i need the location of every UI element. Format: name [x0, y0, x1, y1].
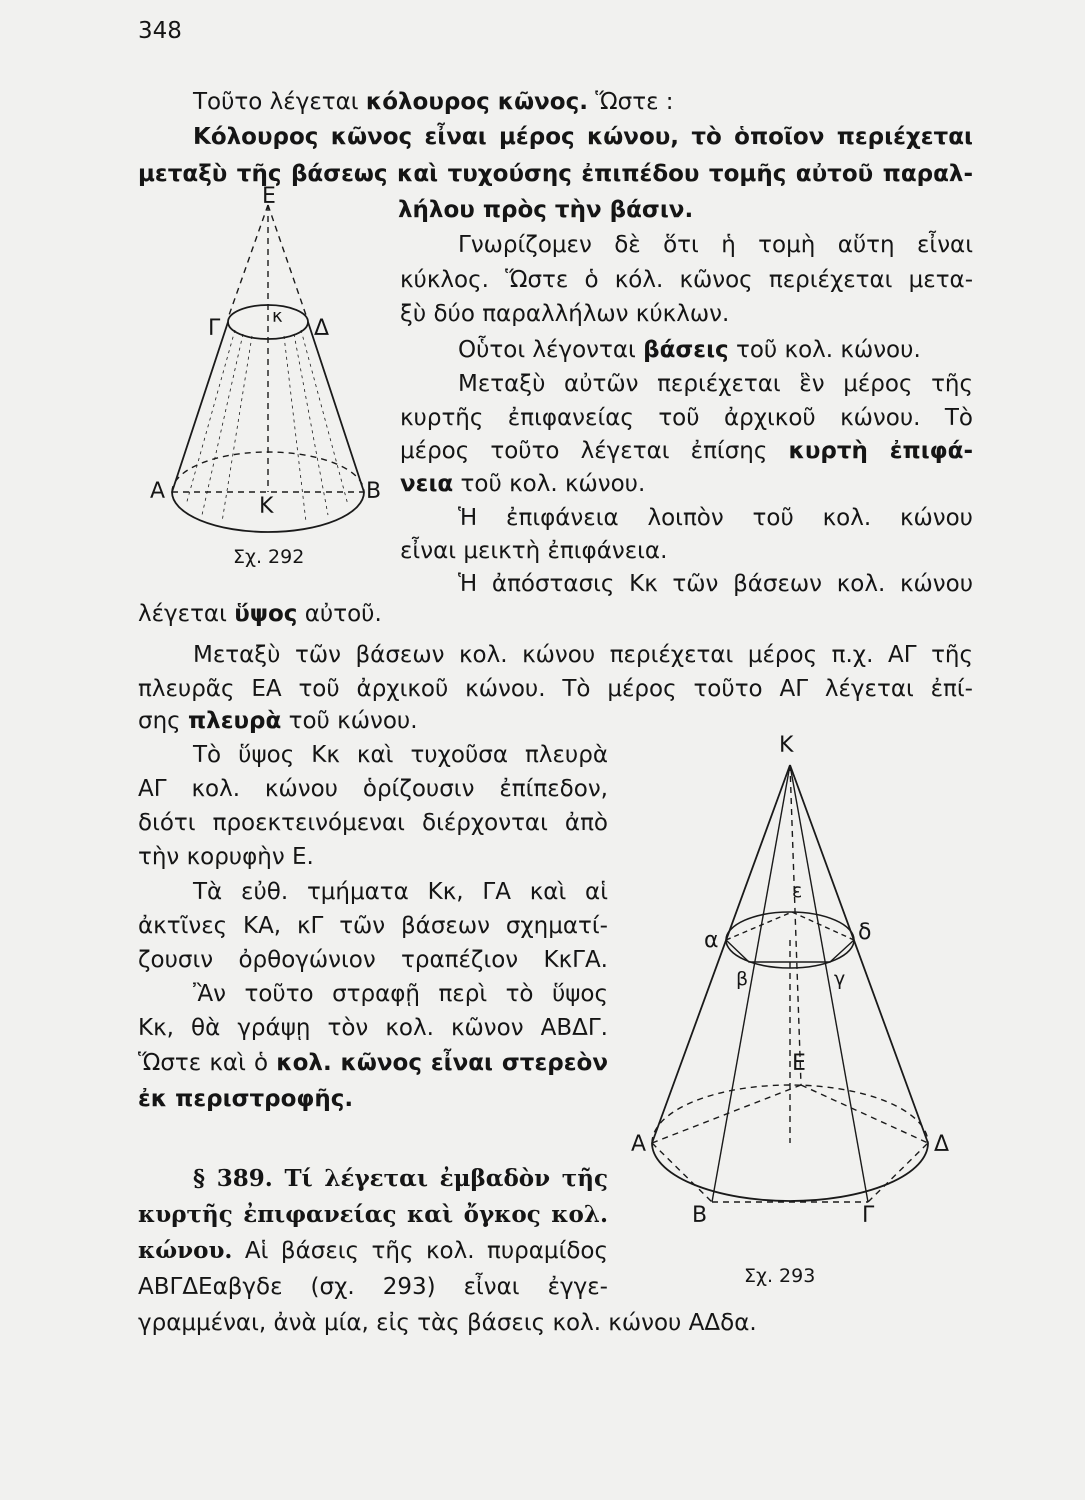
fig292-label-K: Κ	[259, 494, 274, 519]
para9-line3: ζουσιν ὀρθογώνιον τραπέζιον ΚκΓΑ.	[138, 947, 608, 973]
para6-line2: λέγεται ὕψος αὐτοῦ.	[138, 601, 382, 627]
fig292-label-E: Ε	[262, 184, 276, 209]
fig293-label-epsilon: ε	[792, 880, 803, 902]
fig292-label-Gamma: Γ	[208, 316, 221, 341]
para8-line2: ΑΓ κολ. κώνου ὁρίζουσιν ἐπίπεδον,	[138, 776, 608, 802]
para1-line1: Τοῦτο λέγεται κόλουρος κῶνος. Ὥστε :	[193, 89, 674, 115]
fig293-label-A: Α	[631, 1132, 647, 1157]
para8-line1: Τὸ ὕψος Κκ καὶ τυχοῦσα πλευρὰ	[193, 742, 608, 768]
para8-line4: τὴν κορυφὴν Ε.	[138, 844, 314, 870]
para7-line1: Μεταξὺ τῶν βάσεων κολ. κώνου περιέχεται μέρος π.χ. ΑΓ τῆς	[193, 642, 973, 668]
section-389-line3: κώνου. Αἱ βάσεις τῆς κολ. πυραμίδος	[138, 1237, 608, 1264]
para2-line2: κύκλος. Ὥστε ὁ κόλ. κῶνος περιέχεται μετα-	[400, 267, 973, 293]
fig293-label-alpha: α	[704, 928, 719, 953]
para10-line2: Κκ, θὰ γράψῃ τὸν κολ. κῶνον ΑΒΔΓ.	[138, 1015, 608, 1041]
para10-line4: ἐκ περιστροφῆς.	[138, 1086, 354, 1112]
para5-line2: εἶναι μεικτὴ ἐπιφάνεια.	[400, 538, 668, 564]
fig293-label-B: Β	[692, 1203, 708, 1228]
para7-line3: σης πλευρὰ τοῦ κώνου.	[138, 708, 418, 734]
section-389-heading-line1: § 389. Τί λέγεται ἐμβαδὸν τῆς	[193, 1165, 608, 1192]
definition-line3: λήλου πρὸς τὴν βάσιν.	[398, 197, 694, 223]
section-389-heading-line2: κυρτῆς ἐπιφανείας καὶ ὄγκος κολ.	[138, 1201, 608, 1228]
para3-line: Οὗτοι λέγονται βάσεις τοῦ κολ. κώνου.	[458, 337, 921, 363]
para7-line2: πλευρᾶς ΕΑ τοῦ ἀρχικοῦ κώνου. Τὸ μέρος τοῦτο ΑΓ λέγεται ἐπί-	[138, 676, 973, 702]
section-389-line4: ΑΒΓΔΕαβγδε (σχ. 293) εἶναι ἐγγε-	[138, 1274, 608, 1300]
para9-line2: ἀκτῖνες ΚΑ, κΓ τῶν βάσεων σχηματί-	[138, 913, 608, 939]
fig293-label-gamma: γ	[834, 968, 846, 990]
figure-292-caption: Σχ. 292	[233, 546, 305, 568]
para2-line3: ξὺ δύο παραλλήλων κύκλων.	[400, 301, 730, 327]
para10-line1: Ἂν τοῦτο στραφῇ περὶ τὸ ὕψος	[193, 981, 608, 1007]
fig293-label-Gamma: Γ	[862, 1203, 875, 1228]
para8-line3: διότι προεκτεινόμεναι διέρχονται ἀπὸ	[138, 810, 608, 836]
fig293-label-K: Κ	[779, 733, 794, 758]
fig292-label-A: Α	[150, 479, 166, 504]
para5-line1: Ἡ ἐπιφάνεια λοιπὸν τοῦ κολ. κώνου	[458, 505, 973, 531]
para6-line1: Ἡ ἀπόστασις Κκ τῶν βάσεων κολ. κώνου	[458, 571, 973, 597]
section-389-line5: γραμμέναι, ἀνὰ μία, εἰς τὰς βάσεις κολ. κώνου ΑΔδα.	[138, 1310, 757, 1336]
definition-line2: μεταξὺ τῆς βάσεως καὶ τυχούσης ἐπιπέδου τομῆς αὐτοῦ παραλ-	[138, 161, 973, 187]
para4-line4: νεια τοῦ κολ. κώνου.	[400, 471, 646, 497]
fig293-label-beta: β	[736, 968, 749, 990]
fig292-label-Delta: Δ	[314, 316, 330, 341]
para4-line3: μέρος τοῦτο λέγεται ἐπίσης κυρτὴ ἐπιφά-	[400, 438, 973, 464]
para4-line1: Μεταξὺ αὐτῶν περιέχεται ἓν μέρος τῆς	[458, 371, 973, 397]
para10-line3: Ὥστε καὶ ὁ κολ. κῶνος εἶναι στερεὸν	[138, 1050, 608, 1076]
fig293-label-E: Ε	[792, 1051, 806, 1076]
para4-line2: κυρτῆς ἐπιφανείας τοῦ ἀρχικοῦ κώνου. Τὸ	[400, 405, 973, 431]
fig292-label-k: κ	[272, 306, 283, 327]
fig293-label-delta: δ	[858, 920, 872, 945]
figure-293-caption: Σχ. 293	[744, 1265, 816, 1287]
fig293-label-Delta: Δ	[934, 1132, 950, 1157]
fig292-label-B: Β	[366, 479, 382, 504]
page-number: 348	[138, 18, 182, 44]
definition-line1: Κόλουρος κῶνος εἶναι μέρος κώνου, τὸ ὁποῖον περιέχεται	[193, 124, 973, 150]
para2-line1: Γνωρίζομεν δὲ ὅτι ἡ τομὴ αὕτη εἶναι	[458, 232, 973, 258]
para9-line1: Τὰ εὐθ. τμήματα Κκ, ΓΑ καὶ αἱ	[193, 879, 608, 905]
